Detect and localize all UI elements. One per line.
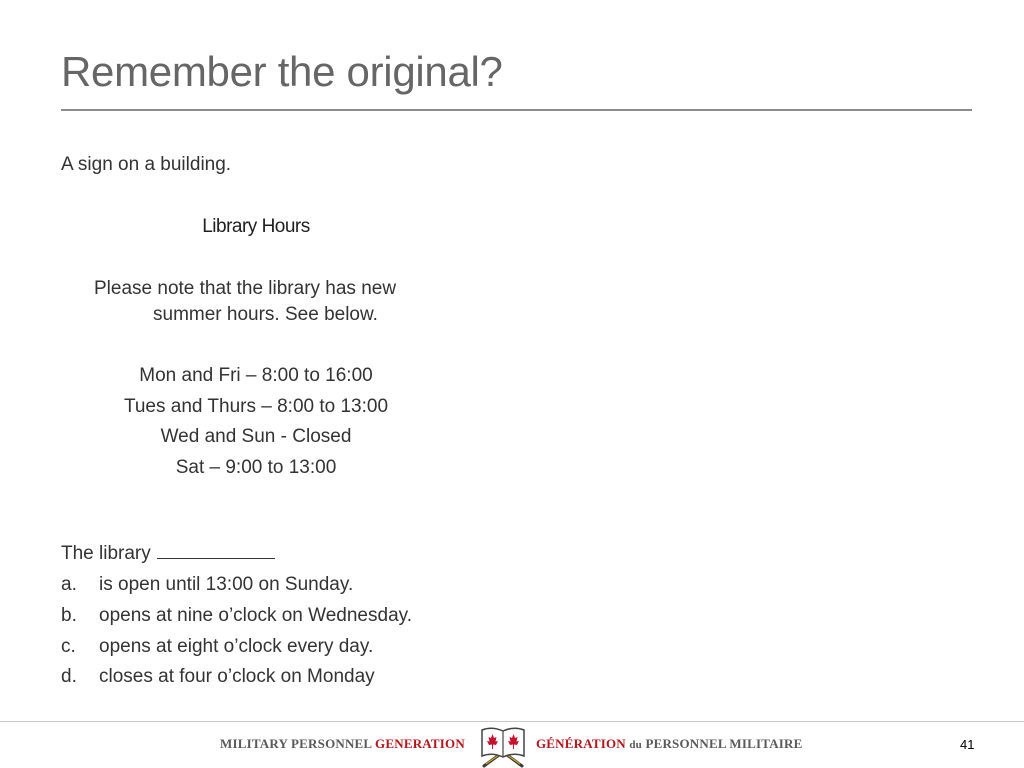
option-letter: a.: [61, 574, 77, 595]
footer-divider: [0, 721, 1024, 722]
option-text: opens at eight o’clock every day.: [99, 636, 374, 657]
answer-option-d: [61, 665, 375, 689]
option-letter: d.: [61, 666, 77, 687]
hours-line: Tues and Thurs – 8:00 to 13:00: [123, 396, 389, 417]
footer-fr-accent: GÉNÉRATION: [536, 736, 626, 751]
question-stem: [61, 542, 275, 566]
hours-line: Mon and Fri – 8:00 to 16:00: [139, 365, 373, 386]
footer-en-accent: GENERATION: [375, 736, 465, 751]
sign-note-line-2: summer hours. See below.: [153, 304, 378, 325]
intro-text: A sign on a building.: [61, 154, 232, 175]
footer-english-brand: [220, 736, 465, 752]
page-number: 41: [960, 737, 975, 752]
answer-option-c: [61, 635, 373, 659]
answer-option-b: [61, 604, 412, 628]
footer-french-brand: [536, 736, 803, 752]
sign-heading: Library Hours: [202, 216, 310, 237]
hours-line: Sat – 9:00 to 13:00: [175, 457, 337, 478]
answer-blank: [157, 542, 275, 559]
answer-option-a: [61, 573, 353, 597]
title-divider: [61, 109, 972, 111]
footer-en-prefix: MILITARY PERSONNEL: [220, 736, 372, 751]
option-text: closes at four o’clock on Monday: [99, 666, 375, 687]
footer-fr-suffix: PERSONNEL MILITAIRE: [645, 736, 803, 751]
option-text: opens at nine o’clock on Wednesday.: [99, 605, 412, 626]
sign-note-line-1: Please note that the library has new: [94, 278, 397, 299]
slide-title: Remember the original?: [61, 48, 503, 95]
hours-line: Wed and Sun - Closed: [160, 426, 352, 447]
option-letter: c.: [61, 636, 76, 657]
footer-fr-small: du: [629, 739, 642, 751]
canadian-flag-book-emblem-icon: [478, 724, 528, 768]
option-text: is open until 13:00 on Sunday.: [99, 574, 354, 595]
option-letter: b.: [61, 605, 77, 626]
question-stem-text: The library: [61, 543, 151, 564]
